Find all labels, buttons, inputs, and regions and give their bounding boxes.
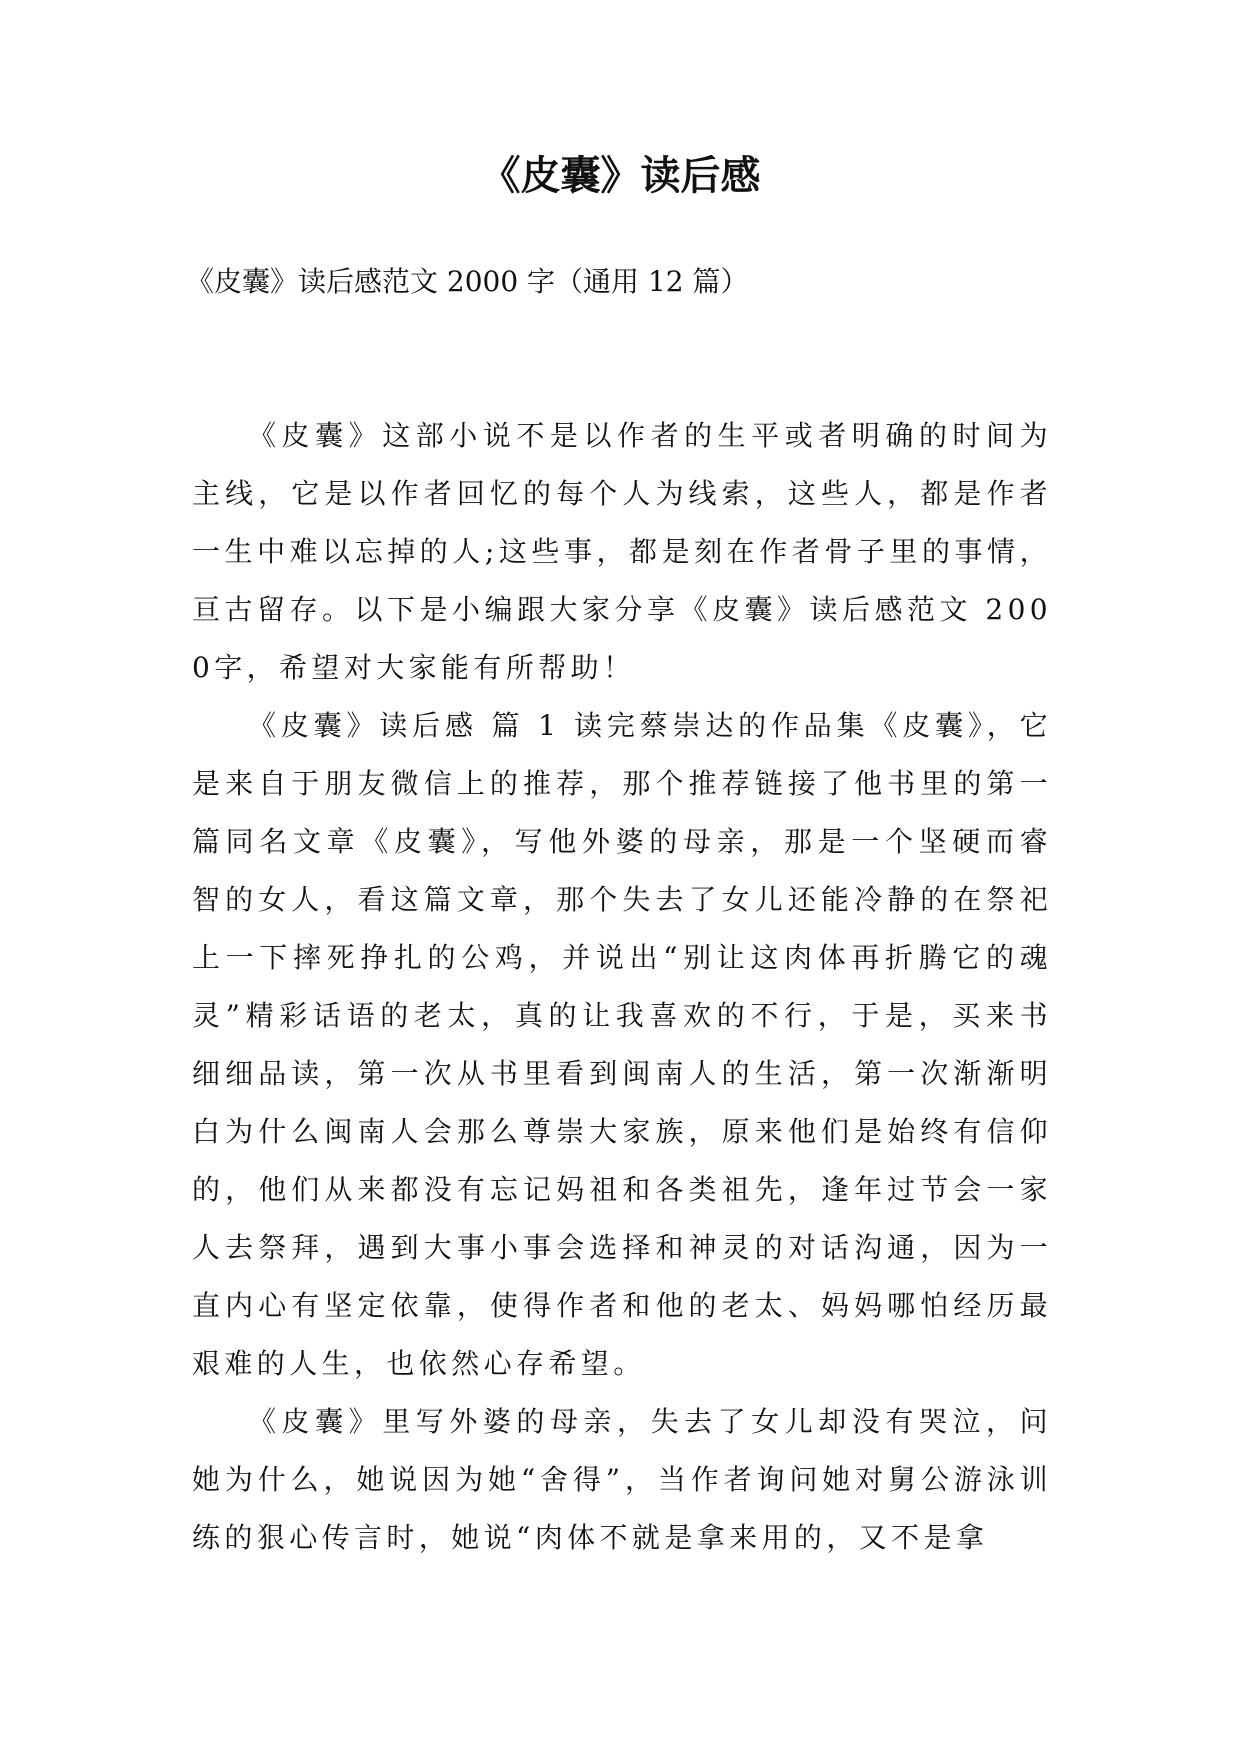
paragraph-2: 《皮囊》里写外婆的母亲，失去了女儿却没有哭泣，问她为什么，她说因为她“舍得”，当作者询问她对舅公游泳训练的狠心传言时，她说“肉体不就是拿来用的，又不是拿 <box>192 1405 1052 1554</box>
document-title: 《皮囊》读后感 <box>480 153 761 199</box>
document-subtitle: 《皮囊》读后感范文 2000 字（通用 12 篇） <box>186 265 749 298</box>
paragraph-intro: 《皮囊》这部小说不是以作者的生平或者明确的时间为主线，它是以作者回忆的每个人为线索，这些人，都是作者一生中难以忘掉的人;这些事，都是刻在作者骨子里的事情，亘古留存。以下是小编跟大家分享《皮囊》读后感范文 2000字，希望对大家能有所帮助！ <box>192 419 1052 684</box>
document-body <box>192 407 1052 1567</box>
paragraph-1: 《皮囊》读后感 篇 1 读完蔡崇达的作品集《皮囊》，它是来自于朋友微信上的推荐，那个推荐链接了他书里的第一篇同名文章《皮囊》，写他外婆的母亲，那是一个坚硬而睿智的女人，看这篇文章，那个失去了女儿还能冷静的在祭祀上一下摔死挣扎的公鸡，并说出“别让这肉体再折腾它的魂灵”精彩话语的老太，真的让我喜欢的不行，于是，买来书细细品读，第一次从书里看到闽南人的生活，第一次渐渐明白为什么闽南人会那么尊崇大家族，原来他们是始终有信仰的，他们从来都没有忘记妈祖和各类祖先，逢年过节会一家人去祭拜，遇到大事小事会选择和神灵的对话沟通，因为一直内心有坚定依靠，使得作者和他的老太、妈妈哪怕经历最艰难的人生，也依然心存希望。 <box>192 709 1052 1380</box>
